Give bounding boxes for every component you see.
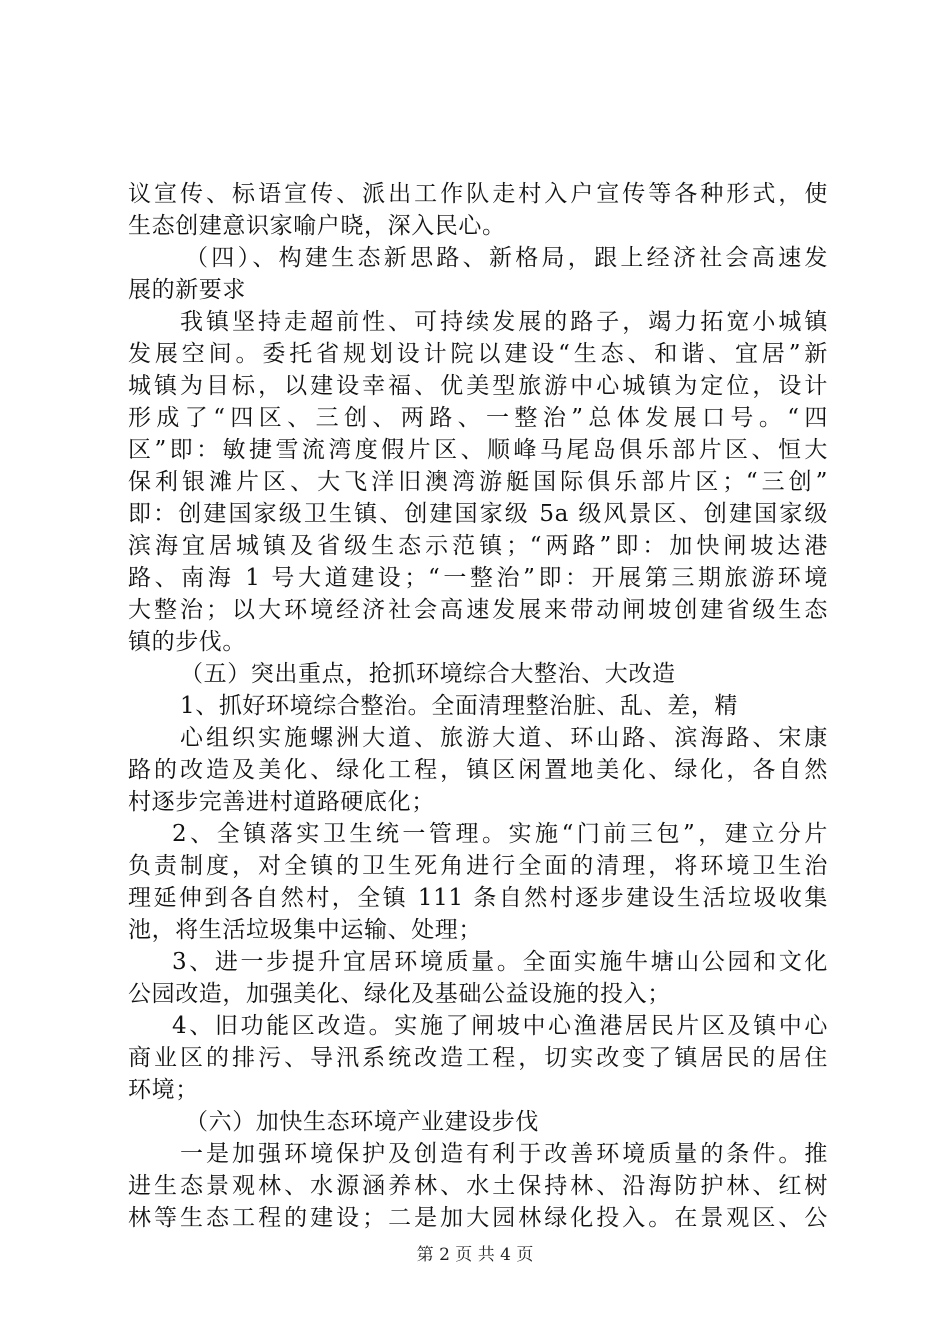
- text-line: 公园改造，加强美化、绿化及基础公益设施的投入；: [128, 981, 671, 1007]
- text-line: 1、抓好环境综合整治。全面清理整治脏、乱、差，精: [180, 693, 739, 719]
- text-line: 2、全镇落实卫生统一管理。实施“门前三包”，建立分片: [172, 821, 828, 847]
- text-line: 负责制度，对全镇的卫生死角进行全面的清理，将环境卫生治: [128, 853, 828, 879]
- text-line: 发展空间。委托省规划设计院以建设“生态、和谐、宜居”新: [128, 341, 828, 367]
- text-line: 商业区的排污、导汛系统改造工程，切实改变了镇居民的居住: [128, 1045, 828, 1071]
- text-line: 镇的步伐。: [128, 629, 246, 655]
- text-line: 滨海宜居城镇及省级生态示范镇；“两路”即：加快闸坡达港: [128, 533, 828, 559]
- text-line: 村逐步完善进村道路硬底化；: [128, 789, 435, 815]
- text-line: 区”即：敏捷雪流湾度假片区、顺峰马尾岛俱乐部片区、恒大: [128, 437, 828, 463]
- text-line: 理延伸到各自然村，全镇 111 条自然村逐步建设生活垃圾收集: [128, 885, 828, 911]
- text-line: 路、南海 1 号大道建设；“一整治”即：开展第三期旅游环境: [128, 565, 828, 591]
- text-line: 议宣传、标语宣传、派出工作队走村入户宣传等各种形式，使: [128, 181, 828, 207]
- text-line: 环境；: [128, 1077, 199, 1103]
- page-footer: 第 2 页 共 4 页: [416, 1245, 534, 1265]
- text-line: 一是加强环境保护及创造有利于改善环境质量的条件。推: [180, 1141, 828, 1167]
- section-heading: （四）、构建生态新思路、新格局，跟上经济社会高速发: [185, 245, 828, 271]
- text-line: 进生态景观林、水源涵养林、水土保持林、沿海防护林、红树: [128, 1173, 828, 1199]
- text-line: 城镇为目标，以建设幸福、优美型旅游中心城镇为定位，设计: [128, 373, 828, 399]
- text-line: 林等生态工程的建设；二是加大园林绿化投入。在景观区、公: [128, 1205, 828, 1231]
- text-line: 我镇坚持走超前性、可持续发展的路子，竭力拓宽小城镇: [180, 309, 828, 335]
- text-line: 形成了“四区、三创、两路、一整治”总体发展口号。“四: [128, 405, 828, 431]
- section-heading: （五）突出重点，抢抓环境综合大整治、大改造: [180, 661, 676, 687]
- text-line: 即：创建国家级卫生镇、创建国家级 5a 级风景区、创建国家级: [128, 501, 828, 527]
- section-heading: 展的新要求: [128, 277, 246, 303]
- text-line: 保利银滩片区、大飞洋旧澳湾游艇国际俱乐部片区；“三创”: [128, 469, 828, 495]
- text-line: 心组织实施螺洲大道、旅游大道、环山路、滨海路、宋康: [180, 725, 828, 751]
- text-line: 池，将生活垃圾集中运输、处理；: [128, 917, 482, 943]
- section-heading: （六）加快生态环境产业建设步伐: [185, 1109, 539, 1135]
- text-line: 路的改造及美化、绿化工程，镇区闲置地美化、绿化，各自然: [128, 757, 828, 783]
- text-line: 3、进一步提升宜居环境质量。全面实施牛塘山公园和文化: [172, 949, 828, 975]
- text-line: 大整治；以大环境经济社会高速发展来带动闸坡创建省级生态: [128, 597, 828, 623]
- text-line: 4、旧功能区改造。实施了闸坡中心渔港居民片区及镇中心: [172, 1013, 828, 1039]
- text-line: 生态创建意识家喻户晓，深入民心。: [128, 213, 506, 239]
